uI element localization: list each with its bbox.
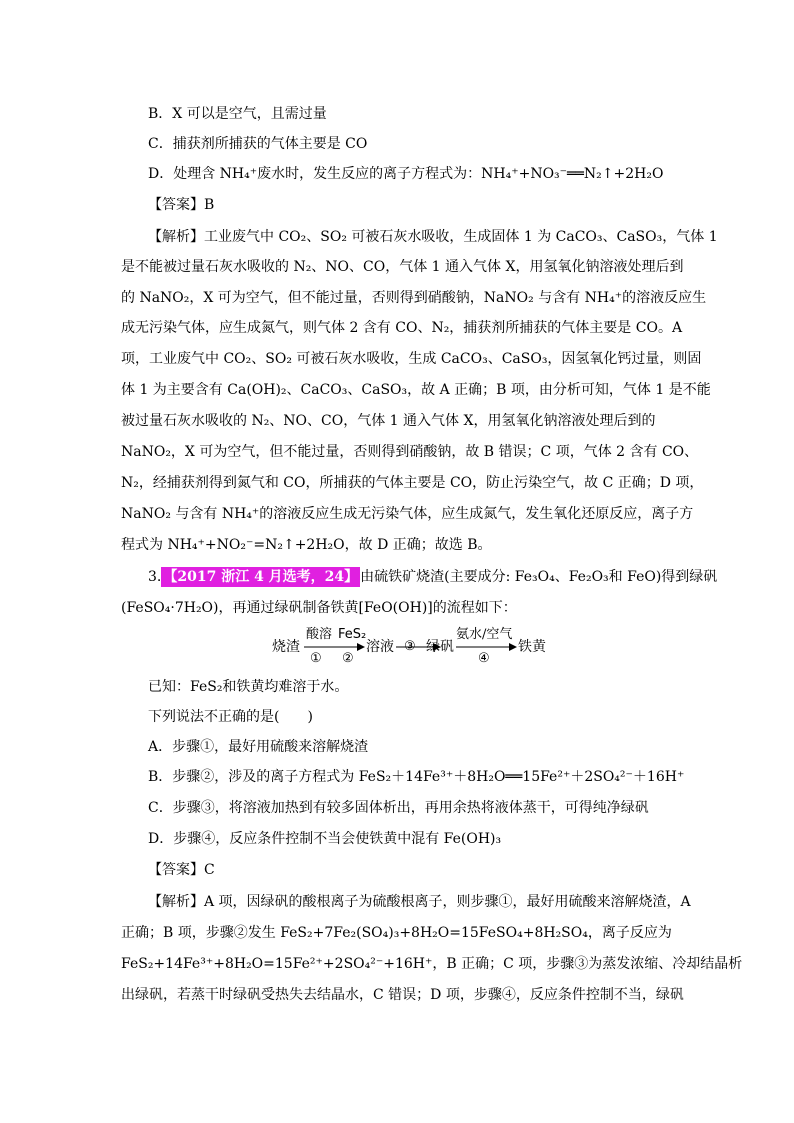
known-condition: 已知：FeS₂和铁黄均难溶于水。 (148, 679, 349, 695)
analysis-line: 成无污染气体，应生成氮气，则气体 2 含有 CO、N₂，捕获剂所捕获的气体主要是 CO。A (121, 320, 683, 336)
option-b: B．步骤②，涉及的离子方程式为 FeS₂＋14Fe³⁺＋8H₂O══15Fe²⁺＋2SO₄²⁻＋16H⁺ (148, 769, 685, 785)
stem-text: 由硫铁矿烧渣(主要成分: Fe₃O₄、Fe₂O₃和 FeO)得到绿矾 (360, 569, 718, 585)
flow-step2-reagent: FeS₂ (338, 627, 367, 642)
analysis-line: 【解析】A 项，因绿矾的酸根离子为硫酸根离子，则步骤①，最好用硫酸来溶解烧渣，A (148, 894, 691, 910)
flow-step4-num: ④ (478, 651, 490, 666)
option-d: D．处理含 NH₄⁺废水时，发生反应的离子方程式为：NH₄⁺+NO₃⁻══N₂↑+2H₂O (148, 166, 664, 182)
analysis-line: 体 1 为主要含有 Ca(OH)₂、CaCO₃、CaSO₃，故 A 正确；B 项，由分析可知，气体 1 是不能 (121, 382, 711, 398)
analysis-line: 出绿矾，若蒸干时绿矾受热失去结晶水，C 错误；D 项，步骤④，反应条件控制不当，绿矾 (121, 987, 684, 1003)
analysis-line: 正确；B 项，步骤②发生 FeS₂+7Fe₂(SO₄)₃+8H₂O=15FeSO₄+8H₂SO₄，离子反应为 (121, 925, 672, 941)
flow-step2-num: ② (342, 651, 354, 666)
analysis-line: NaNO₂，X 可为空气，但不能过量，否则得到硝酸钠，故 B 错误；C 项，气体 2 含有 CO、 (121, 444, 699, 460)
analysis-line: N₂，经捕获剂得到氮气和 CO，所捕获的气体主要是 CO，防止污染空气，故 C 正确；D 项， (121, 475, 704, 491)
answer-label: 【答案】B (148, 197, 215, 213)
analysis-line: 【解析】工业废气中 CO₂、SO₂ 可被石灰水吸收，生成固体 1 为 CaCO₃、CaSO₃，气体 1 (148, 229, 718, 245)
analysis-line: 被过量石灰水吸收的 N₂、NO、CO，气体 1 通入气体 X，用氢氧化钠溶液处理后到的 (121, 413, 656, 429)
question-3-stem (148, 567, 717, 587)
option-b: B．X 可以是空气，且需过量 (148, 106, 327, 122)
flow-mid1: 溶液 (366, 639, 394, 655)
analysis-line: NaNO₂ 与含有 NH₄⁺的溶液反应生成无污染气体，应生成氮气，发生氧化还原反应，离子方 (121, 506, 694, 522)
flow-step4-reagent: 氨水/空气 (456, 627, 513, 642)
flow-mid2: 绿矾 (426, 639, 454, 655)
option-a: A．步骤①，最好用硫酸来溶解烧渣 (148, 739, 369, 755)
analysis-line: 的 NaNO₂，X 可为空气，但不能过量，否则得到硝酸钠，NaNO₂ 与含有 NH₄⁺的溶液反应生 (121, 290, 707, 306)
process-flow-diagram (272, 625, 572, 665)
analysis-line: FeS₂+14Fe³⁺+8H₂O=15Fe²⁺+2SO₄²⁻+16H⁺，B 正确；C 项，步骤③为蒸发浓缩、冷却结晶析 (121, 956, 743, 972)
option-c: C．捕获剂所捕获的气体主要是 CO (148, 136, 368, 152)
analysis-line: 是不能被过量石灰水吸收的 N₂、NO、CO，气体 1 通入气体 X，用氢氧化钠溶液处理后到 (121, 259, 684, 275)
answer-label: 【答案】C (148, 862, 215, 878)
analysis-line: 程式为 NH₄⁺+NO₂⁻=N₂↑+2H₂O，故 D 正确；故选 B。 (121, 537, 492, 553)
flow-step1-num: ① (310, 651, 322, 666)
flow-step3-num: ③ (404, 639, 416, 654)
flow-step1-reagent: 酸溶 (306, 627, 333, 642)
flow-start: 烧渣 (272, 639, 300, 655)
option-c: C．步骤③，将溶液加热到有较多固体析出，再用余热将液体蒸干，可得纯净绿矾 (148, 800, 649, 816)
analysis-line: 项，工业废气中 CO₂、SO₂ 可被石灰水吸收，生成 CaCO₃、CaSO₃，因氢氧化钙过量，则固 (121, 351, 702, 367)
flow-end: 铁黄 (518, 639, 546, 655)
question-3-stem-cont: (FeSO₄·7H₂O)，再通过绿矾制备铁黄[FeO(OH)]的流程如下： (121, 600, 517, 616)
option-d: D．步骤④，反应条件控制不当会使铁黄中混有 Fe(OH)₃ (148, 831, 502, 847)
question-prompt: 下列说法不正确的是( ) (148, 709, 313, 725)
source-tag: 【2017 浙江 4 月选考，24】 (163, 569, 359, 585)
question-number: 3. (148, 569, 162, 585)
